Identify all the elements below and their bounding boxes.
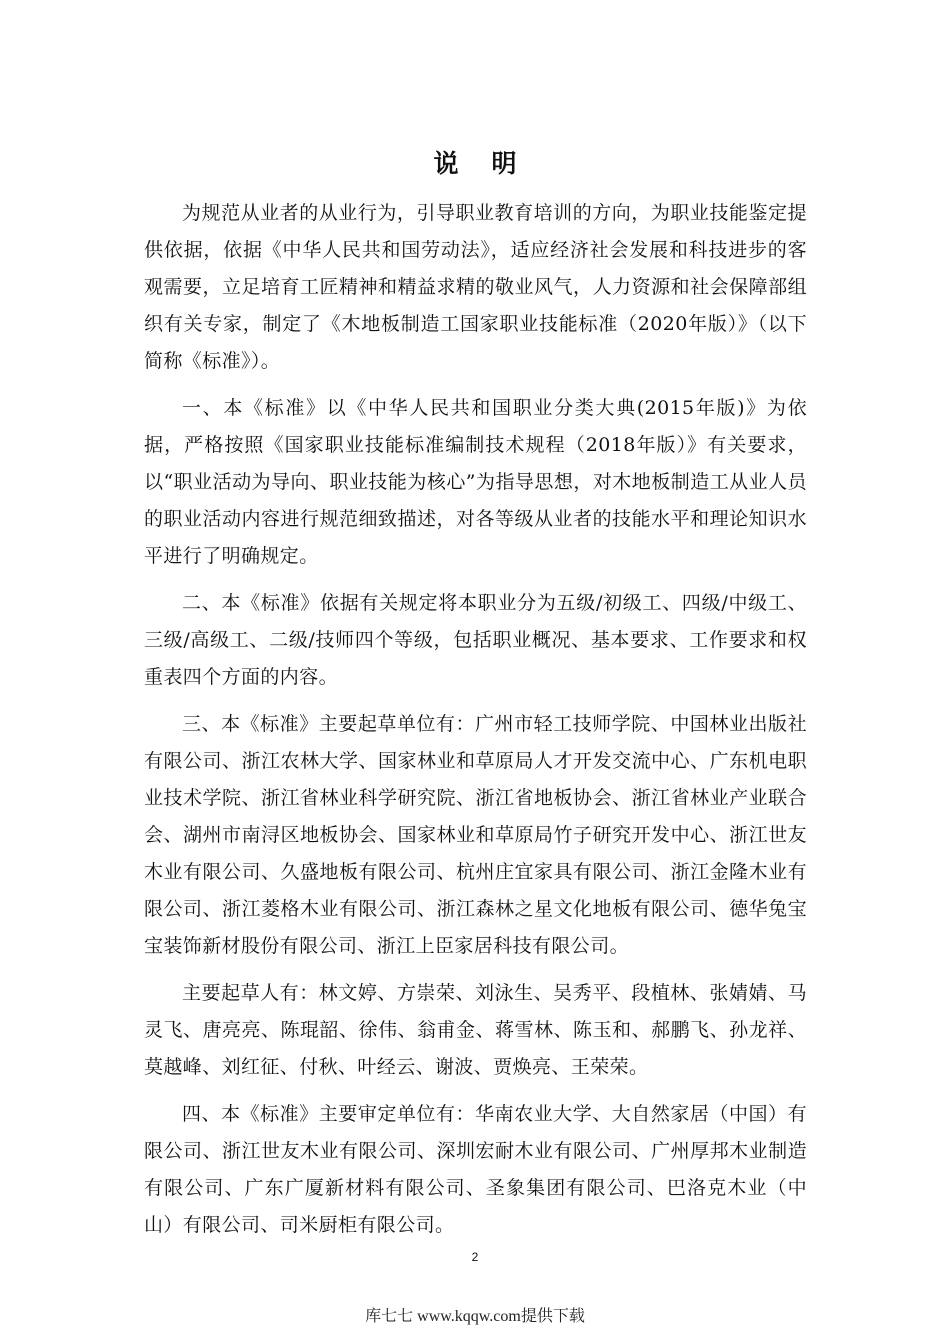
paragraph-basis: 一、本《标准》以《中华人民共和国职业分类大典(2015年版)》为依据，严格按照《国家职业技能标准编制技术规程（2018年版）》有关要求，以“职业活动为导向、职业技能为核心”为指导思想，对木地板制造工从业人员的职业活动内容进行规范细致描述，对各等级从业者的技能水平和理论知识水平进行了明确规定。 — [144, 397, 807, 567]
paragraph-drafting-units: 三、本《标准》主要起草单位有：广州市轻工技师学院、中国林业出版社有限公司、浙江农林大学、国家林业和草原局人才开发交流中心、广东机电职业技术学院、浙江省林业科学研究院、浙江省地板协会、浙江省林业产业联合会、湖州市南浔区地板协会、国家林业和草原局竹子研究开发中心、浙江世友木业有限公司、久盛地板有限公司、杭州庄宜家具有限公司、浙江金隆木业有限公司、浙江菱格木业有限公司、浙江森林之星文化地板有限公司、德华兔宝宝装饰新材股份有限公司、浙江上臣家居科技有限公司。 — [144, 713, 807, 957]
document-body — [144, 195, 807, 1254]
download-watermark: 库七七 www.kqqw.com提供下载 — [365, 1308, 585, 1325]
paragraph-review-units: 四、本《标准》主要审定单位有：华南农业大学、大自然家居（中国）有限公司、浙江世友木业有限公司、深圳宏耐木业有限公司、广州厚邦木业制造有限公司、广东广厦新材料有限公司、圣象集团有限公司、巴洛克木业（中山）有限公司、司米厨柜有限公司。 — [144, 1103, 807, 1236]
page-number: 2 — [471, 1250, 479, 1264]
paragraph-drafters: 主要起草人有：林文婷、方崇荣、刘泳生、吴秀平、段植林、张婧婧、马灵飞、唐亮亮、陈琨韶、徐伟、翁甫金、蒋雪林、陈玉和、郝鹏飞、孙龙祥、莫越峰、刘红征、付秋、叶经云、谢波、贾焕亮、王荣荣。 — [144, 982, 807, 1078]
document-title: 说明 — [433, 149, 550, 178]
paragraph-intro: 为规范从业者的从业行为，引导职业教育培训的方向，为职业技能鉴定提供依据，依据《中华人民共和国劳动法》，适应经济社会发展和科技进步的客观需要，立足培育工匠精神和精益求精的敬业风气，人力资源和社会保障部组织有关专家，制定了《木地板制造工国家职业技能标准（2020年版）》（以下简称《标准》）。 — [144, 202, 807, 372]
paragraph-levels: 二、本《标准》依据有关规定将本职业分为五级/初级工、四级/中级工、三级/高级工、二级/技师四个等级，包括职业概况、基本要求、工作要求和权重表四个方面的内容。 — [144, 592, 807, 688]
